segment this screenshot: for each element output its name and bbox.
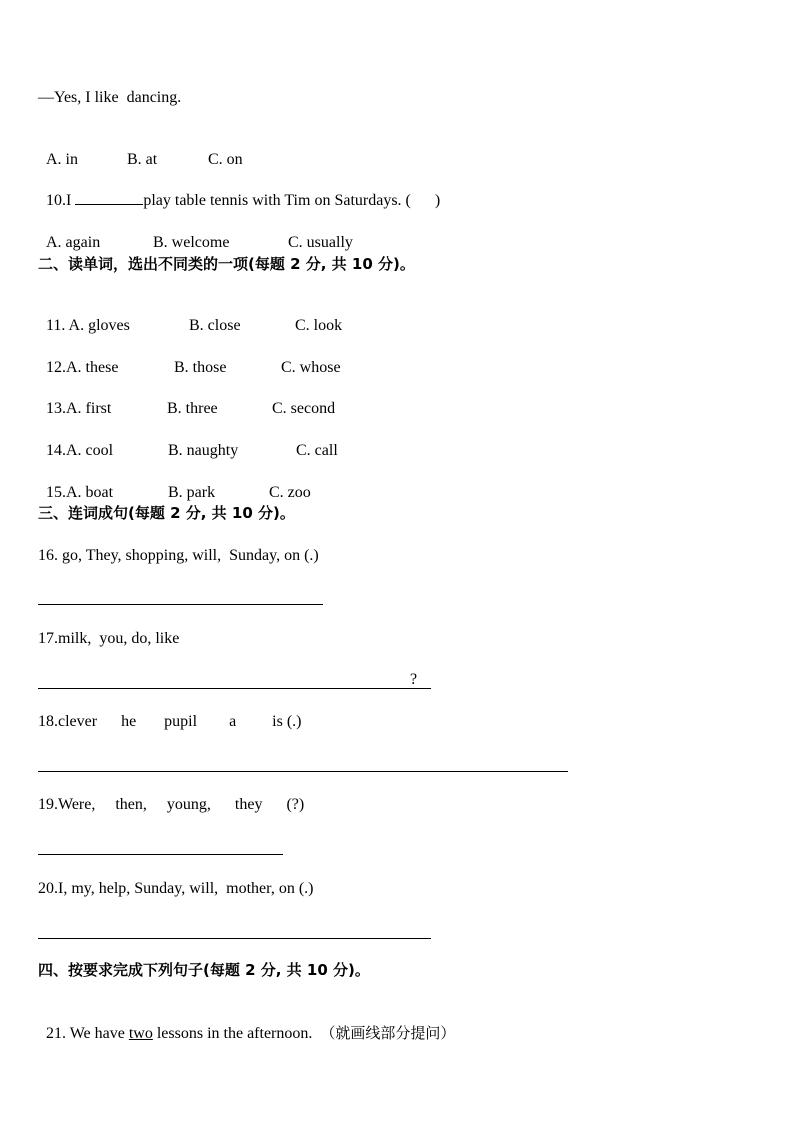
section3-heading: 三、连词成句(每题 2 分, 共 10 分)。 — [38, 504, 295, 522]
section2-heading: 二、读单词，选出不同类的一项(每题 2 分, 共 10 分)。 — [38, 255, 415, 273]
q19: 19.Were, then, young, they (?) — [38, 796, 305, 813]
q10-option-c: C. usually — [288, 234, 353, 251]
q11-option-c: C. look — [295, 317, 343, 334]
q21 — [38, 1003, 455, 1044]
section4-heading: 四、按要求完成下列句子(每题 2 分, 共 10 分)。 — [38, 961, 370, 979]
q9-options — [38, 130, 243, 170]
q11-option-b: B. close — [189, 317, 241, 334]
q20-answer-line[interactable] — [38, 938, 431, 939]
q11 — [38, 296, 342, 336]
q17: 17.milk, you, do, like — [38, 630, 180, 647]
q9-answer-line: —Yes, I like dancing. — [38, 89, 182, 106]
q15-option-b: B. park — [168, 484, 216, 501]
q12 — [38, 338, 341, 378]
q15 — [38, 463, 311, 503]
q15-option-c: C. zoo — [269, 484, 311, 501]
q16: 16. go, They, shopping, will, Sunday, on (.) — [38, 547, 319, 564]
q19-answer-line[interactable] — [38, 854, 283, 855]
q16-answer-line[interactable] — [38, 604, 323, 605]
q15-option-a: 15.A. boat — [46, 484, 114, 501]
q14 — [38, 421, 338, 461]
q10-question — [38, 171, 440, 211]
q10-option-b: B. welcome — [153, 234, 230, 251]
q10-suffix: play table tennis with Tim on Saturdays. ( ) — [143, 192, 441, 209]
q21-prefix: 21. We have — [46, 1025, 129, 1042]
q14-option-a: 14.A. cool — [46, 442, 114, 459]
q13-option-b: B. three — [167, 400, 218, 417]
q13 — [38, 379, 335, 419]
q21-suffix: lessons in the afternoon. — [152, 1025, 321, 1042]
q14-option-b: B. naughty — [168, 442, 239, 459]
q20: 20.I, my, help, Sunday, will, mother, on (.) — [38, 880, 314, 897]
q13-option-c: C. second — [272, 400, 336, 417]
q9-option-a: A. in — [46, 151, 78, 168]
q21-instruction: （就画线部分提问） — [320, 1024, 456, 1042]
q14-option-c: C. call — [296, 442, 338, 459]
q12-option-c: C. whose — [281, 359, 341, 376]
q12-option-a: 12.A. these — [46, 359, 119, 376]
q18: 18.clever he pupil a is (.) — [38, 713, 302, 730]
q18-answer-line[interactable] — [38, 771, 568, 772]
q21-underlined-word: two — [128, 1025, 153, 1042]
q12-option-b: B. those — [174, 359, 227, 376]
q13-option-a: 13.A. first — [46, 400, 112, 417]
q10-blank — [75, 204, 143, 205]
q17-answer-line[interactable] — [38, 688, 431, 689]
q10-option-a: A. again — [46, 234, 101, 251]
q10-prefix: 10.I — [46, 192, 76, 209]
q9-option-c: C. on — [208, 151, 243, 168]
q17-question-mark: ? — [410, 671, 418, 688]
q11-option-a: 11. A. gloves — [46, 317, 130, 334]
q10-options — [38, 213, 353, 253]
q9-option-b: B. at — [127, 151, 158, 168]
